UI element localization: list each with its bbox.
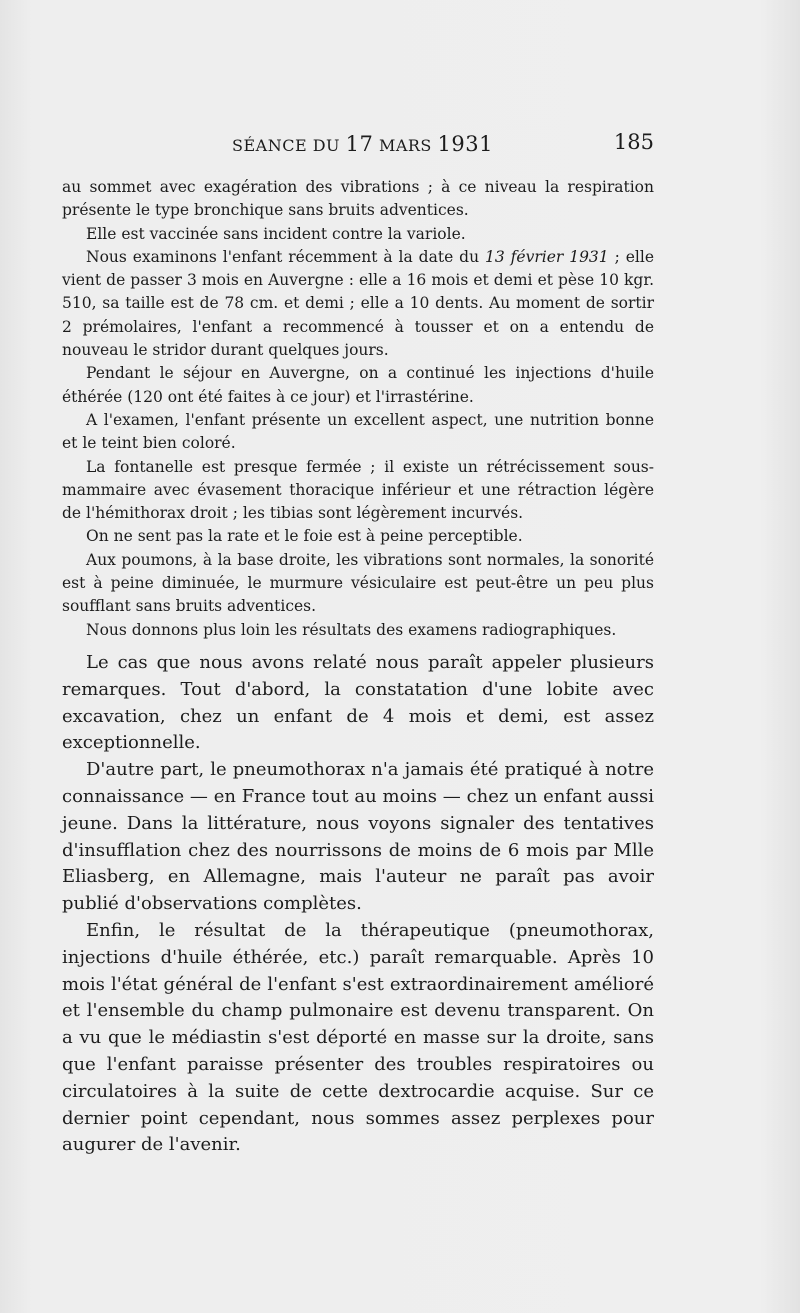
observation-paragraph-8: Aux poumons, à la base droite, les vibrations sont normales, la sonorité est à peine diminuée, le murmure vésiculaire est peut-être un peu plus soufflant sans bruits adventices.	[62, 550, 654, 616]
discussion-paragraph-3: Enfin, le résultat de la thérapeutique (pneumothorax, injections d'huile éthérée, etc.) paraît remarquable. Après 10 mois l'état général de l'enfant s'est extraordinairement amélioré et l'ensemble du champ pulmonaire est devenu transparent. On a vu que le médiastin s'est déporté en masse sur la droite, sans que l'enfant paraisse présenter des troubles respiratoires ou circulatoires à la suite de cette dextrocardie acquise. Sur ce dernier point cependant, nous sommes assez perplexes pour augurer de l'avenir.	[62, 919, 654, 1156]
p3-text-after: ; elle vient de passer 3 mois en Auvergne : elle a 16 mois et demi et pèse 10 kgr. 510, sa taille est de 78 cm. et demi ; elle a 10 dents. Au moment de sortir 2 prémolaires, l'enfant a recommencé à tousser et on a entendu de nouveau le stridor durant quelques jours.	[62, 247, 655, 360]
discussion-paragraph-1: Le cas que nous avons relaté nous paraît appeler plusieurs remarques. Tout d'abord, la constatation d'une lobite avec excavation, chez un enfant de 4 mois et demi, est assez exceptionnelle.	[62, 652, 654, 754]
observation-section	[62, 176, 654, 642]
observation-paragraph-3	[62, 246, 654, 362]
observation-paragraph-6: La fontanelle est presque fermée ; il existe un rétrécissement sous-mammaire avec évasement thoracique inférieur et une rétraction légère de l'hémithorax droit ; les tibias sont légèrement incurvés.	[62, 457, 654, 523]
observation-paragraph-7: On ne sent pas la rate et le foie est à peine perceptible.	[86, 527, 523, 546]
observation-paragraph-5: A l'examen, l'enfant présente un excellent aspect, une nutrition bonne et le teint bien coloré.	[62, 410, 654, 453]
p3-text-before: Nous examinons l'enfant récemment à la date du	[86, 247, 486, 266]
observation-paragraph-2: Elle est vaccinée sans incident contre la variole.	[86, 224, 466, 243]
observation-paragraph-9: Nous donnons plus loin les résultats des examens radiographiques.	[86, 620, 617, 639]
title-day: 17	[345, 132, 374, 156]
observation-paragraph-4: Pendant le séjour en Auvergne, on a continué les injections d'huile éthérée (120 ont été faites à ce jour) et l'irrastérine.	[62, 364, 654, 406]
page-number: 185	[613, 130, 654, 154]
running-title	[232, 132, 493, 156]
discussion-section	[62, 650, 654, 1159]
examination-date: 13 février 1931	[485, 247, 609, 266]
discussion-paragraph-2: D'autre part, le pneumothorax n'a jamais été pratiqué à notre connaissance — en France tout au moins — chez un enfant aussi jeune. Dans la littérature, nous voyons signaler des tentatives d'insufflation chez des nourrissons de moins de 6 mois par Mlle Eliasberg, en Allemagne, mais l'auteur ne paraît pas avoir publié d'observations complètes.	[62, 759, 654, 915]
title-year: 1931	[437, 132, 493, 156]
title-month: MARS	[378, 136, 432, 155]
title-session: SÉANCE DU	[232, 136, 341, 155]
observation-paragraph-1: au sommet avec exagération des vibrations ; à ce niveau la respiration présente le type bronchique sans bruits adventices.	[62, 178, 654, 220]
running-head	[62, 130, 654, 160]
